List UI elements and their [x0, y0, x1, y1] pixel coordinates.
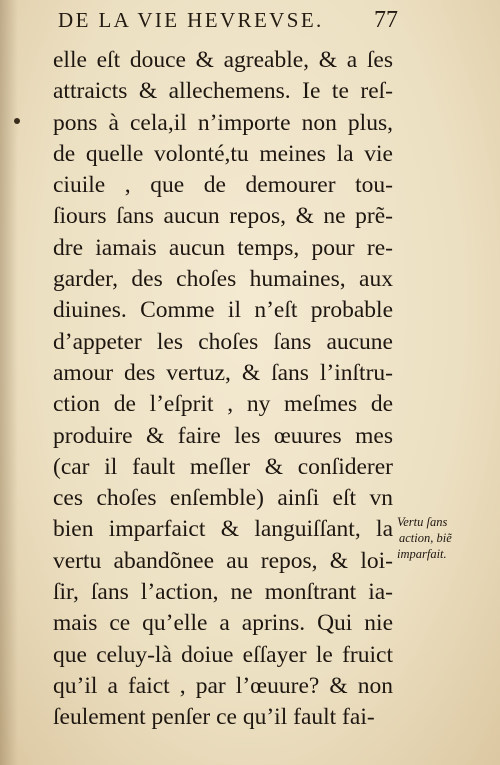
margin-note: [397, 514, 469, 562]
text-line: attraicts & allechemens. Ie te reſ-: [53, 78, 393, 105]
text-line: d’appeter les choſes ſans aucune: [53, 328, 393, 355]
text-line: de quelle volonté,tu meines la vie: [53, 140, 393, 167]
text-line: mais ce qu’elle a aprins. Qui nie: [53, 610, 393, 637]
ink-dot-mark: [14, 118, 20, 124]
text-line: (car il fault meſler & conſiderer: [53, 453, 393, 480]
page-number: 77: [374, 6, 398, 33]
text-line: ction de l’eſprit , ny meſmes de: [53, 391, 393, 418]
text-line: amour des vertuz, & ſans l’inſtru-: [53, 359, 393, 386]
running-head: [58, 0, 398, 40]
text-line: bien imparfaict & languiſſant, la: [53, 516, 393, 543]
text-line: pons à cela,il n’importe non plus,: [53, 109, 393, 136]
running-head-title: DE LA VIE HEVREVSE.: [58, 7, 324, 32]
text-line: ces choſes enſemble) ainſi eſt vn: [53, 485, 393, 512]
text-line: ſiours ſans aucun repos, & ne prẽ-: [53, 203, 393, 230]
body-text: [53, 45, 393, 734]
text-line: vertu abandõnee au repos, & loi-: [53, 547, 393, 574]
text-line: que celuy-là doiue eſſayer le fruict: [53, 641, 393, 668]
text-line: ciuile , que de demourer tou-: [53, 172, 393, 199]
text-line: ſeulement penſer ce qu’il fault fai-: [53, 704, 375, 731]
text-line: diuines. Comme il n’eſt probable: [53, 297, 393, 324]
text-line: dre iamais aucun temps, pour re-: [53, 234, 393, 261]
text-line: produire & faire les œuures mes: [53, 422, 393, 449]
margin-note-line: imparfait.: [397, 547, 447, 561]
text-line: qu’il a faict , par l’œuure? & non: [53, 672, 393, 699]
text-line: ſir, ſans l’action, ne monſtrant ia-: [53, 579, 393, 606]
text-line: elle eſt douce & agreable, & a ſes: [53, 47, 393, 73]
margin-note-line: action, biẽ: [399, 531, 452, 545]
text-line: garder, des choſes humaines, aux: [53, 266, 393, 293]
margin-note-line: Vertu ſans: [397, 515, 448, 529]
